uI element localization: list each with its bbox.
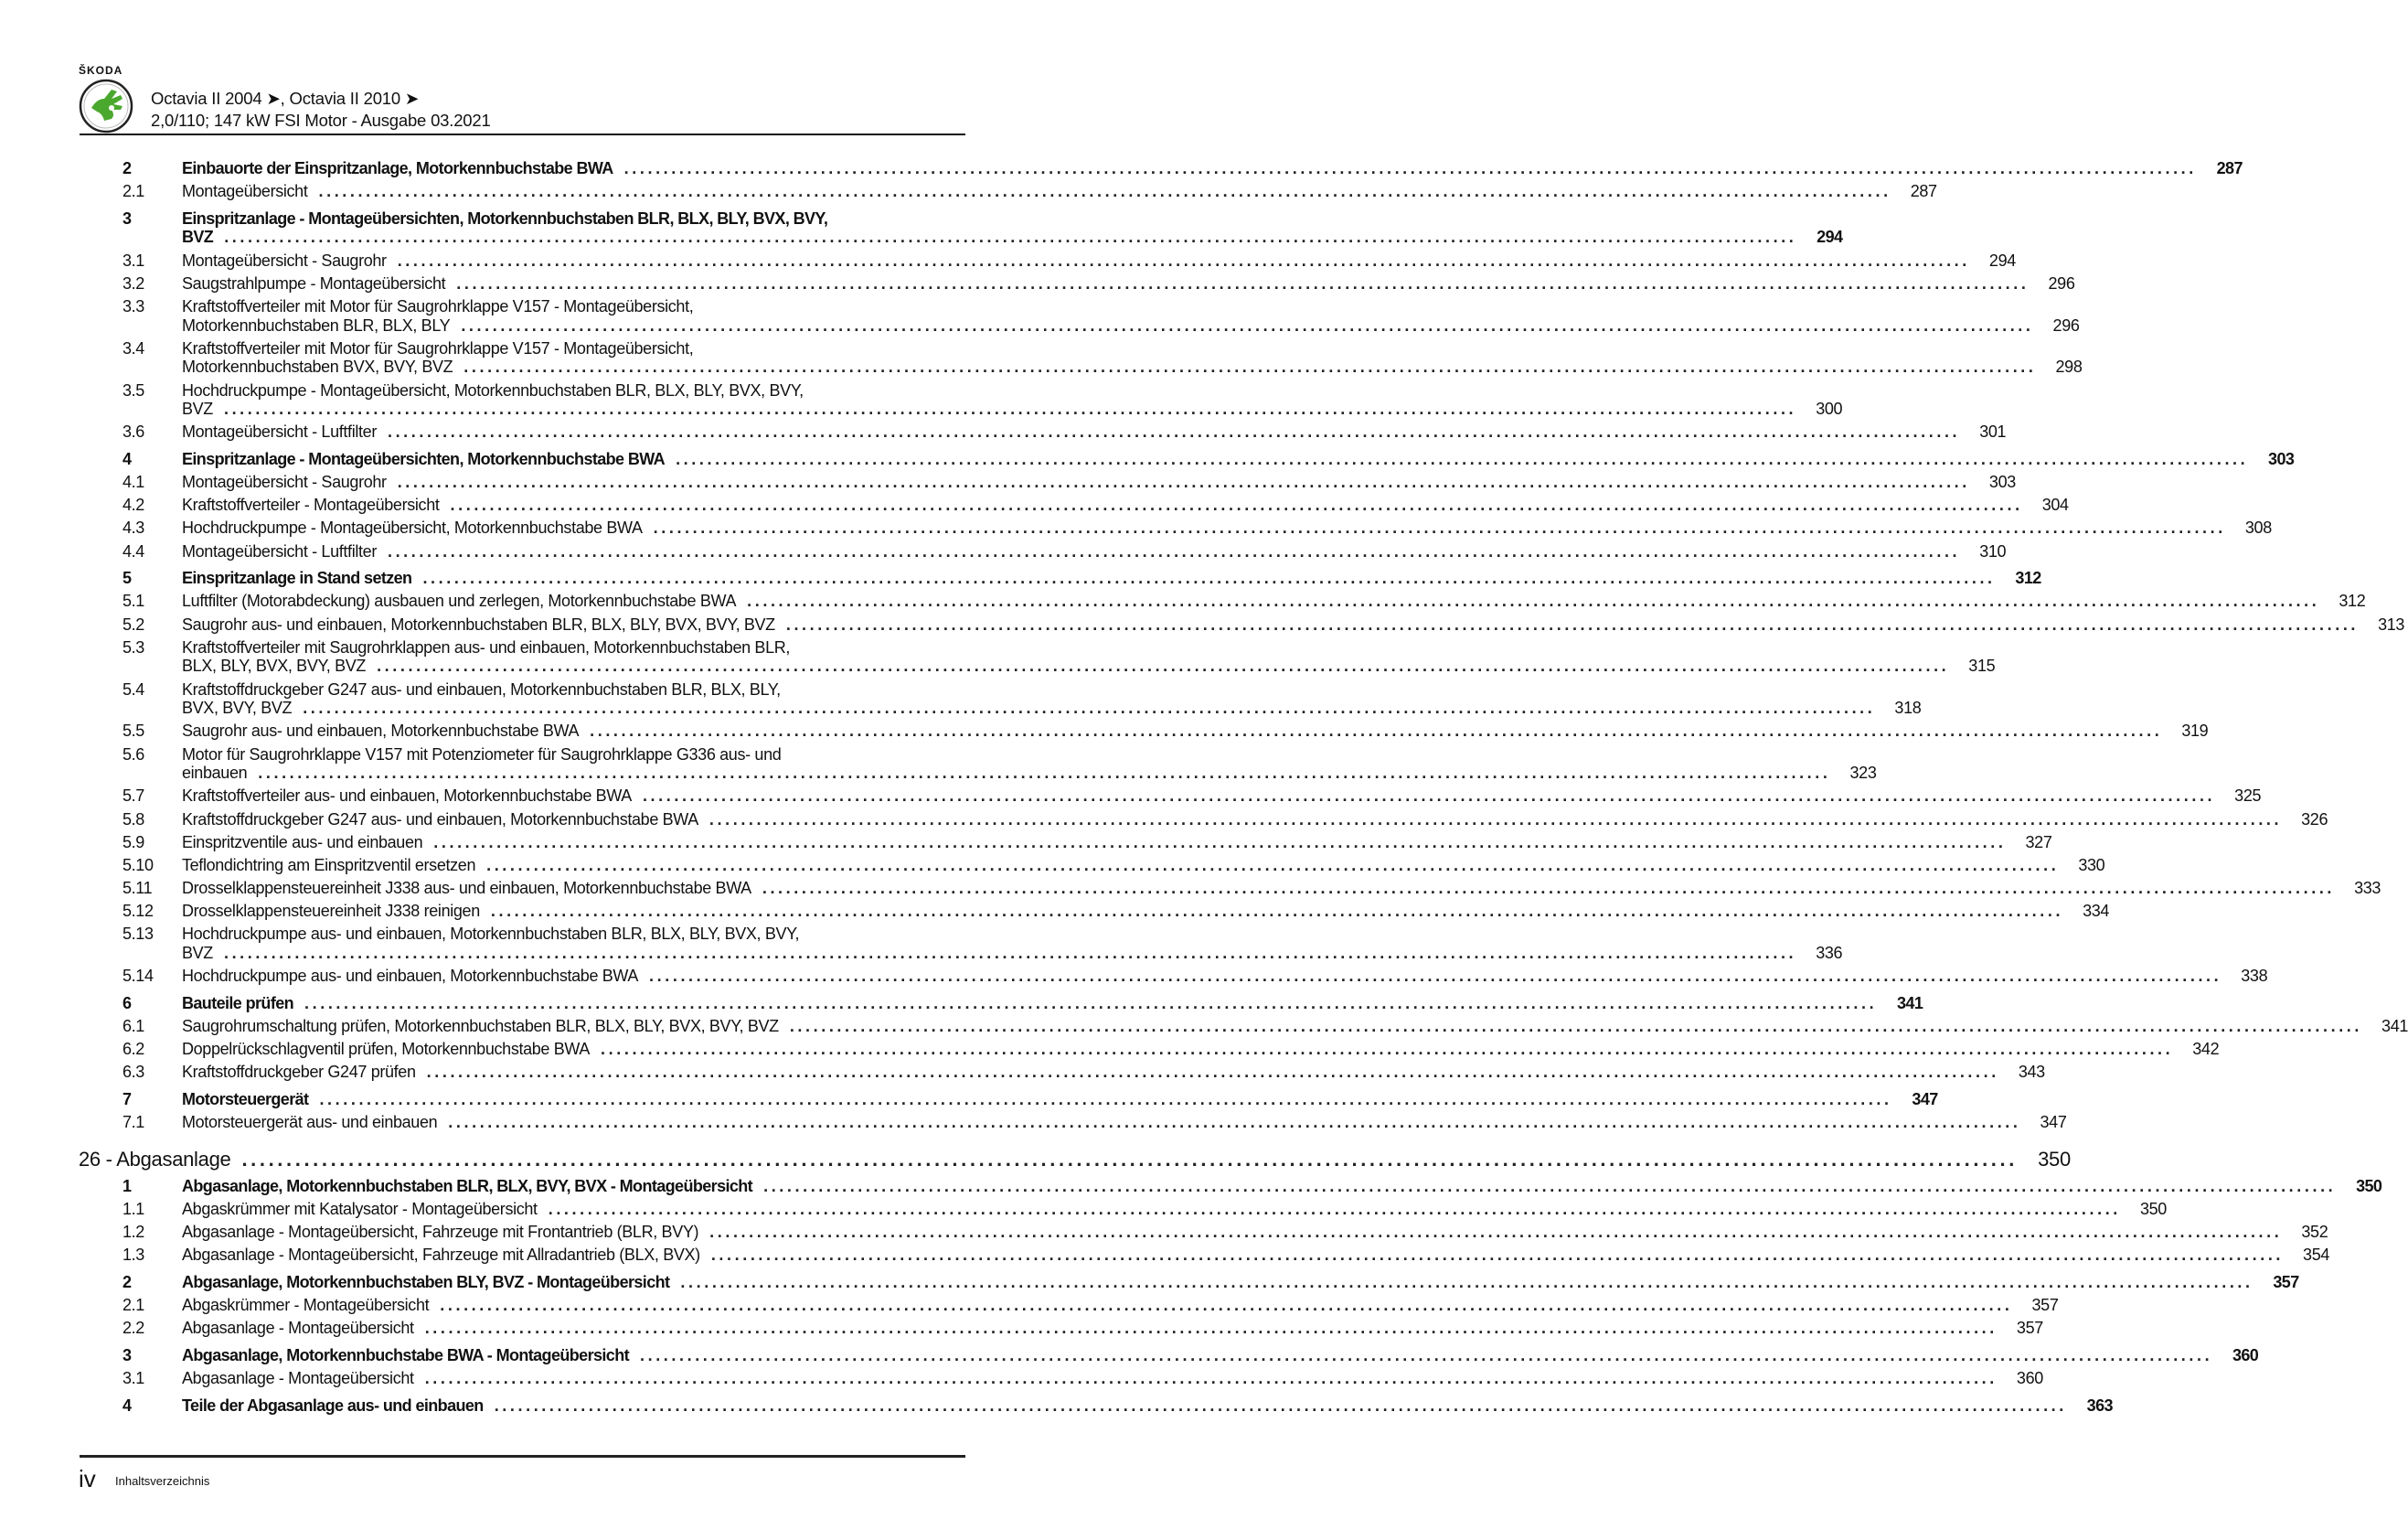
toc-entry-number: 7.1 <box>123 1113 144 1132</box>
toc-entry-number: 3.6 <box>123 422 144 442</box>
toc-entry-number: 3 <box>123 209 132 228</box>
toc-entry-number: 5.14 <box>123 967 154 986</box>
toc-entry[interactable] <box>123 273 2075 294</box>
toc-entry[interactable] <box>123 993 1923 1013</box>
toc-entry-page: 354 <box>2303 1246 2330 1265</box>
toc-entry-title: Kraftstoffverteiler mit Saugrohrklappen aus- und einbauen, Motorkennbuchstaben BLR, <box>182 637 791 657</box>
toc-entry-number: 5.9 <box>123 832 144 851</box>
toc-entry-title: Kraftstoffdruckgeber G247 aus- und einbauen, Motorkennbuchstaben BLR, BLX, BLY, <box>182 679 781 699</box>
dot-leader: ........................................................................................................................................................................................................ <box>494 1396 2067 1415</box>
toc-entry[interactable] <box>123 296 2080 335</box>
toc-entry-number: 6.1 <box>123 1017 144 1035</box>
toc-entry-number: 4 <box>123 1396 132 1415</box>
toc-entry-number: 2 <box>123 1272 132 1291</box>
toc-entry[interactable] <box>123 1223 2328 1242</box>
toc-entry-title: Abgasanlage, Motorkennbuchstaben BLR, BLX, BVY, BVX - Montageübersicht <box>182 1176 753 1195</box>
toc-entry[interactable] <box>123 879 2381 898</box>
toc-entry[interactable] <box>123 1176 2382 1196</box>
dot-leader: ........................................................................................................................................................................................................ <box>303 699 1876 718</box>
toc-entry-title: Abgasanlage - Montageübersicht, Fahrzeuge mit Allradantrieb (BLX, BVX) <box>182 1246 700 1265</box>
toc-entry-page: 347 <box>2040 1113 2067 1132</box>
toc-entry-number: 5.7 <box>123 786 144 806</box>
toc-entry-number: 4.3 <box>123 519 144 538</box>
toc-entry[interactable] <box>123 1113 2067 1132</box>
toc-entry-title: Motor für Saugrohrklappe V157 mit Potenziometer für Saugrohrklappe G336 aus- und <box>182 744 782 764</box>
toc-entry-title: BVZ <box>182 944 213 963</box>
toc-entry-page: 303 <box>2268 449 2295 468</box>
toc-entry[interactable] <box>123 473 2016 492</box>
dot-leader: ........................................................................................................................................................................................................ <box>763 1176 2337 1195</box>
toc-entry-title: Montageübersicht - Saugrohr <box>182 473 387 492</box>
toc-entry[interactable] <box>123 159 2243 178</box>
toc-entry-page: 315 <box>1968 657 1996 676</box>
toc-entry-title: BLX, BLY, BVX, BVY, BVZ <box>182 657 367 676</box>
toc-entry-page: 350 <box>2038 1147 2071 1171</box>
toc-entry-title: Saugrohr aus- und einbauen, Motorkennbuchstaben BLR, BLX, BLY, BVX, BVY, BVZ <box>182 615 775 634</box>
dot-leader: ........................................................................................................................................................................................................ <box>642 786 2216 806</box>
toc-entry[interactable] <box>123 902 2110 921</box>
toc-entry-title: BVZ <box>182 228 214 247</box>
toc-entry[interactable] <box>123 592 2366 611</box>
header-vehicle-line: Octavia II 2004 ➤, Octavia II 2010 ➤ <box>151 89 420 108</box>
toc-entry-page: 352 <box>2301 1223 2328 1242</box>
toc-entry-number: 6 <box>123 993 132 1012</box>
toc-entry-title: Abgasanlage, Motorkennbuchstaben BLY, BVZ - Montageübersicht <box>182 1272 670 1291</box>
dot-leader: ........................................................................................................................................................................................................ <box>304 993 1878 1012</box>
toc-entry-number: 1.2 <box>123 1223 144 1242</box>
dot-leader: ........................................................................................................................................................................................................ <box>640 1345 2213 1364</box>
dot-leader: ........................................................................................................................................................................................................ <box>789 1017 2363 1035</box>
toc-entry-page: 327 <box>2025 832 2052 851</box>
toc-entry-title: BVZ <box>182 400 213 419</box>
toc-entry-page: 298 <box>2055 358 2083 377</box>
toc-entry-title: Kraftstoffdruckgeber G247 prüfen <box>182 1063 416 1082</box>
toc-entry-number: 5.12 <box>123 902 154 921</box>
header-rule <box>80 134 965 135</box>
toc-entry-title: 26 - Abgasanlage <box>79 1147 231 1171</box>
toc-entry-number: 5.4 <box>123 679 144 699</box>
dot-leader: ........................................................................................................................................................................................................ <box>463 358 2037 377</box>
toc-entry-title: Motorsteuergerät aus- und einbauen <box>182 1113 438 1132</box>
toc-entry-title: Saugrohr aus- und einbauen, Motorkennbuchstabe BWA <box>182 722 580 741</box>
toc-entry-page: 338 <box>2241 967 2268 986</box>
toc-entry-title: Abgasanlage - Montageübersicht <box>182 1319 414 1338</box>
dot-leader: ........................................................................................................................................................................................................ <box>649 967 2222 986</box>
dot-leader: ........................................................................................................................................................................................................ <box>590 722 2163 741</box>
toc-entry-title: Abgasanlage - Montageübersicht, Fahrzeuge mit Frontantrieb (BLR, BVY) <box>182 1223 699 1242</box>
dot-leader: ........................................................................................................................................................................................................ <box>710 1246 2285 1265</box>
toc-entry-page: 318 <box>1894 699 1922 718</box>
dot-leader: ........................................................................................................................................................................................................ <box>440 1296 2013 1315</box>
dot-leader: ........................................................................................................................................................................................................ <box>424 1319 1998 1338</box>
toc-entry-number: 3 <box>123 1345 132 1364</box>
header-engine-line: 2,0/110; 147 kW FSI Motor - Ausgabe 03.2021 <box>151 111 491 130</box>
toc-entry[interactable] <box>123 496 2069 515</box>
toc-entry[interactable] <box>123 569 2041 588</box>
toc-entry-title: Abgasanlage, Motorkennbuchstabe BWA - Montageübersicht <box>182 1345 629 1364</box>
toc-entry-title: Einspritzanlage in Stand setzen <box>182 569 412 588</box>
toc-entry-title: Motorkennbuchstaben BLR, BLX, BLY <box>182 315 451 335</box>
toc-entry-page: 325 <box>2234 786 2262 806</box>
footer-rule <box>80 1455 965 1458</box>
toc-entry-title: Montageübersicht - Saugrohr <box>182 251 387 270</box>
toc-entry-number: 2.1 <box>123 1296 144 1315</box>
dot-leader: ........................................................................................................................................................................................................ <box>241 1147 2018 1171</box>
toc-entry[interactable] <box>123 925 1843 963</box>
toc-entry-title: Drosselklappensteuereinheit J338 aus- und einbauen, Motorkennbuchstabe BWA <box>182 879 751 898</box>
toc-entry-number: 3.5 <box>123 380 144 400</box>
toc-entry-page: 301 <box>1979 422 2007 442</box>
toc-entry-page: 342 <box>2192 1040 2220 1059</box>
dot-leader: ........................................................................................................................................................................................................ <box>448 1113 2021 1132</box>
toc-entry-number: 3.1 <box>123 1369 144 1388</box>
toc-entry[interactable] <box>123 1040 2220 1059</box>
dot-leader: ........................................................................................................................................................................................................ <box>623 159 2197 177</box>
footer-section-title: Inhaltsverzeichnis <box>115 1474 210 1488</box>
toc-entry-title: Montageübersicht - Luftfilter <box>182 422 377 442</box>
toc-entry-page: 363 <box>2086 1396 2113 1415</box>
toc-entry-title: Montageübersicht - Luftfilter <box>182 541 377 561</box>
document-header <box>151 88 491 132</box>
page-number: iv <box>79 1465 96 1492</box>
toc-entry-title: Bauteile prüfen <box>182 993 294 1012</box>
toc-entry[interactable] <box>123 1396 2113 1416</box>
dot-leader: ........................................................................................................................................................................................................ <box>601 1040 2174 1059</box>
dot-leader: ........................................................................................................................................................................................................ <box>426 1063 1999 1082</box>
dot-leader: ........................................................................................................................................................................................................ <box>709 1223 2283 1242</box>
toc-entry-page: 300 <box>1816 400 1843 419</box>
toc-entry-title: Abgasanlage - Montageübersicht <box>182 1369 414 1388</box>
toc-entry-title: Motorsteuergerät <box>182 1089 309 1108</box>
dot-leader: ........................................................................................................................................................................................................ <box>486 855 2060 874</box>
toc-entry-number: 3.1 <box>123 251 144 270</box>
toc-entry-page: 323 <box>1849 764 1877 783</box>
toc-entry-title: Kraftstoffdruckgeber G247 aus- und einbauen, Motorkennbuchstabe BWA <box>182 809 698 829</box>
toc-entry[interactable] <box>123 209 1843 247</box>
toc-entry-page: 341 <box>2381 1017 2408 1035</box>
toc-entry[interactable] <box>123 251 2016 271</box>
toc-entry-number: 5.2 <box>123 615 144 634</box>
toc-entry-page: 334 <box>2083 902 2110 921</box>
toc-entry-page: 308 <box>2244 519 2272 538</box>
toc-entry-page: 350 <box>2356 1176 2382 1195</box>
toc-entry-number: 5.5 <box>123 722 144 741</box>
toc-entry-page: 343 <box>2018 1063 2045 1082</box>
dot-leader: ........................................................................................................................................................................................................ <box>387 541 1961 561</box>
toc-entry-number: 4.1 <box>123 473 144 492</box>
toc-entry-title: Hochdruckpumpe aus- und einbauen, Motorkennbuchstabe BWA <box>182 967 639 986</box>
toc-entry[interactable] <box>123 967 2268 986</box>
toc-entry[interactable] <box>123 182 1937 201</box>
table-of-contents <box>79 159 2408 1415</box>
dot-leader: ........................................................................................................................................................................................................ <box>653 519 2226 538</box>
toc-entry-number: 2.2 <box>123 1319 144 1338</box>
toc-chapter-entry[interactable] <box>79 1147 2071 1172</box>
toc-entry-page: 296 <box>2048 273 2075 293</box>
toc-entry-page: 294 <box>1817 228 1843 247</box>
toc-entry[interactable] <box>123 786 2262 806</box>
toc-entry[interactable] <box>123 449 2295 469</box>
toc-entry-page: 360 <box>2232 1345 2259 1364</box>
dot-leader: ........................................................................................................................................................................................................ <box>319 1089 1892 1108</box>
toc-entry-number: 3.3 <box>123 296 144 315</box>
toc-entry-title: Saugstrahlpumpe - Montageübersicht <box>182 273 446 293</box>
toc-entry-title: Einspritzanlage - Montageübersichten, Motorkennbuchstaben BLR, BLX, BLY, BVX, BVY, <box>182 209 828 228</box>
toc-entry-title: Doppelrückschlagventil prüfen, Motorkennbuchstabe BWA <box>182 1040 591 1059</box>
toc-entry-number: 7 <box>123 1089 132 1108</box>
toc-entry-number: 1 <box>123 1176 132 1195</box>
dot-leader: ........................................................................................................................................................................................................ <box>424 1369 1998 1388</box>
toc-entry-number: 6.3 <box>123 1063 144 1082</box>
dot-leader: ........................................................................................................................................................................................................ <box>456 273 2030 293</box>
toc-entry-title: Einbauorte der Einspritzanlage, Motorkennbuchstabe BWA <box>182 159 613 177</box>
toc-entry-number: 3.4 <box>123 338 144 358</box>
toc-entry-title: Kraftstoffverteiler mit Motor für Saugrohrklappe V157 - Montageübersicht, <box>182 296 694 315</box>
toc-entry-page: 357 <box>2016 1319 2043 1338</box>
dot-leader: ........................................................................................................................................................................................................ <box>223 944 1797 963</box>
dot-leader: ........................................................................................................................................................................................................ <box>377 657 1950 676</box>
toc-entry-number: 5.8 <box>123 809 144 829</box>
dot-leader: ........................................................................................................................................................................................................ <box>762 879 2336 898</box>
skoda-logo-icon <box>79 79 133 134</box>
toc-entry-title: Luftfilter (Motorabdeckung) ausbauen und zerlegen, Motorkennbuchstabe BWA <box>182 592 737 611</box>
toc-entry-page: 350 <box>2139 1199 2167 1218</box>
toc-entry[interactable] <box>123 1063 2045 1082</box>
toc-entry[interactable] <box>123 1345 2259 1365</box>
toc-entry-number: 5.11 <box>123 879 153 898</box>
dot-leader: ........................................................................................................................................................................................................ <box>785 615 2360 634</box>
toc-entry-number: 1.1 <box>123 1199 144 1218</box>
toc-entry[interactable] <box>123 832 2052 852</box>
toc-entry-title: Teflondichtring am Einspritzventil ersetzen <box>182 855 476 874</box>
toc-entry-page: 336 <box>1816 944 1843 963</box>
toc-entry-page: 330 <box>2078 855 2105 874</box>
toc-entry-title: Hochdruckpumpe - Montageübersicht, Motorkennbuchstabe BWA <box>182 519 643 538</box>
toc-entry-page: 347 <box>1912 1089 1938 1108</box>
toc-entry-page: 326 <box>2301 809 2328 829</box>
toc-entry-page: 319 <box>2181 722 2209 741</box>
toc-entry-title: Kraftstoffverteiler - Montageübersicht <box>182 496 440 515</box>
toc-entry-page: 294 <box>1988 251 2016 270</box>
toc-entry[interactable] <box>123 679 1922 718</box>
toc-entry[interactable] <box>123 338 2083 377</box>
toc-entry-page: 312 <box>2015 569 2041 588</box>
toc-entry-number: 3.2 <box>123 273 144 293</box>
toc-entry-title: Abgaskrümmer mit Katalysator - Montageübersicht <box>182 1199 538 1218</box>
toc-entry-title: Einspritzventile aus- und einbauen <box>182 832 423 851</box>
toc-entry-page: 287 <box>1910 182 1937 201</box>
toc-entry-page: 333 <box>2354 879 2381 898</box>
toc-entry-title: Montageübersicht <box>182 182 308 201</box>
toc-entry-page: 310 <box>1979 541 2007 561</box>
dot-leader: ........................................................................................................................................................................................................ <box>397 251 1970 270</box>
toc-entry[interactable] <box>123 1017 2408 1036</box>
toc-entry-page: 313 <box>2378 615 2405 634</box>
toc-entry-page: 296 <box>2052 315 2080 335</box>
toc-entry[interactable] <box>123 519 2272 538</box>
skoda-wordmark: ŠKODA <box>79 64 123 77</box>
dot-leader: ........................................................................................................................................................................................................ <box>680 1272 2254 1291</box>
toc-entry-page: 304 <box>2041 496 2069 515</box>
toc-entry[interactable] <box>123 1369 2043 1388</box>
toc-entry-title: Motorkennbuchstaben BVX, BVY, BVZ <box>182 358 453 377</box>
toc-entry-page: 312 <box>2339 592 2366 611</box>
toc-entry[interactable] <box>123 809 2328 829</box>
toc-entry[interactable] <box>123 722 2209 741</box>
toc-entry-number: 5.10 <box>123 855 154 874</box>
toc-entry-page: 341 <box>1897 993 1923 1012</box>
toc-entry-number: 1.3 <box>123 1246 144 1265</box>
dot-leader: ........................................................................................................................................................................................................ <box>450 496 2023 515</box>
toc-entry-page: 303 <box>1988 473 2016 492</box>
toc-entry[interactable] <box>123 1272 2299 1292</box>
toc-entry[interactable] <box>123 855 2105 875</box>
dot-leader: ........................................................................................................................................................................................................ <box>676 449 2249 468</box>
toc-entry[interactable] <box>123 744 1877 783</box>
toc-entry[interactable] <box>123 1089 1938 1109</box>
toc-entry-title: Saugrohrumschaltung prüfen, Motorkennbuchstaben BLR, BLX, BLY, BVX, BVY, BVZ <box>182 1017 779 1035</box>
toc-entry-title: Kraftstoffverteiler mit Motor für Saugrohrklappe V157 - Montageübersicht, <box>182 338 694 358</box>
toc-entry-number: 5 <box>123 569 132 588</box>
dot-leader: ........................................................................................................................................................................................................ <box>422 569 1996 588</box>
dot-leader: ........................................................................................................................................................................................................ <box>433 832 2007 851</box>
toc-entry-number: 5.1 <box>123 592 144 611</box>
dot-leader: ........................................................................................................................................................................................................ <box>223 400 1797 419</box>
toc-entry-page: 360 <box>2016 1369 2043 1388</box>
dot-leader: ........................................................................................................................................................................................................ <box>318 182 1891 201</box>
toc-entry-title: Einspritzanlage - Montageübersichten, Motorkennbuchstabe BWA <box>182 449 666 468</box>
toc-entry-page: 357 <box>2031 1296 2059 1315</box>
toc-entry-title: Hochdruckpumpe - Montageübersicht, Motorkennbuchstaben BLR, BLX, BLY, BVX, BVY, <box>182 380 804 400</box>
dot-leader: ........................................................................................................................................................................................................ <box>387 422 1961 442</box>
toc-entry[interactable] <box>123 422 2007 442</box>
toc-entry-title: Abgaskrümmer - Montageübersicht <box>182 1296 430 1315</box>
toc-entry-number: 4 <box>123 449 132 468</box>
toc-entry-page: 357 <box>2273 1272 2299 1291</box>
toc-entry-number: 5.13 <box>123 925 154 944</box>
dot-leader: ........................................................................................................................................................................................................ <box>224 228 1797 247</box>
toc-entry[interactable] <box>123 541 2007 561</box>
toc-entry-page: 287 <box>2216 159 2243 177</box>
dot-leader: ........................................................................................................................................................................................................ <box>709 809 2283 829</box>
toc-entry[interactable] <box>123 1296 2059 1315</box>
toc-entry-title: Kraftstoffverteiler aus- und einbauen, Motorkennbuchstabe BWA <box>182 786 632 806</box>
toc-entry-title: Drosselklappensteuereinheit J338 reinigen <box>182 902 480 921</box>
toc-entry-number: 5.6 <box>123 744 144 764</box>
toc-entry-number: 2 <box>123 159 132 177</box>
dot-leader: ........................................................................................................................................................................................................ <box>461 315 2034 335</box>
toc-entry[interactable] <box>123 637 1996 676</box>
toc-entry-number: 5.3 <box>123 637 144 657</box>
dot-leader: ........................................................................................................................................................................................................ <box>258 764 1831 783</box>
toc-entry-title: Hochdruckpumpe aus- und einbauen, Motorkennbuchstaben BLR, BLX, BLY, BVX, BVY, <box>182 925 800 944</box>
toc-entry[interactable] <box>123 1246 2330 1265</box>
dot-leader: ........................................................................................................................................................................................................ <box>747 592 2320 611</box>
toc-entry[interactable] <box>123 615 2405 635</box>
dot-leader: ........................................................................................................................................................................................................ <box>397 473 1970 492</box>
toc-entry-number: 6.2 <box>123 1040 144 1059</box>
toc-entry[interactable] <box>123 1319 2043 1338</box>
dot-leader: ........................................................................................................................................................................................................ <box>548 1199 2121 1218</box>
toc-entry-number: 4.4 <box>123 541 144 561</box>
toc-entry-number: 4.2 <box>123 496 144 515</box>
toc-entry[interactable] <box>123 380 1843 419</box>
toc-entry-title: Teile der Abgasanlage aus- und einbauen <box>182 1396 484 1415</box>
toc-entry-title: BVX, BVY, BVZ <box>182 699 293 718</box>
toc-entry-title: einbauen <box>182 764 248 783</box>
toc-entry[interactable] <box>123 1199 2167 1219</box>
dot-leader: ........................................................................................................................................................................................................ <box>490 902 2064 921</box>
toc-entry-number: 2.1 <box>123 182 144 201</box>
